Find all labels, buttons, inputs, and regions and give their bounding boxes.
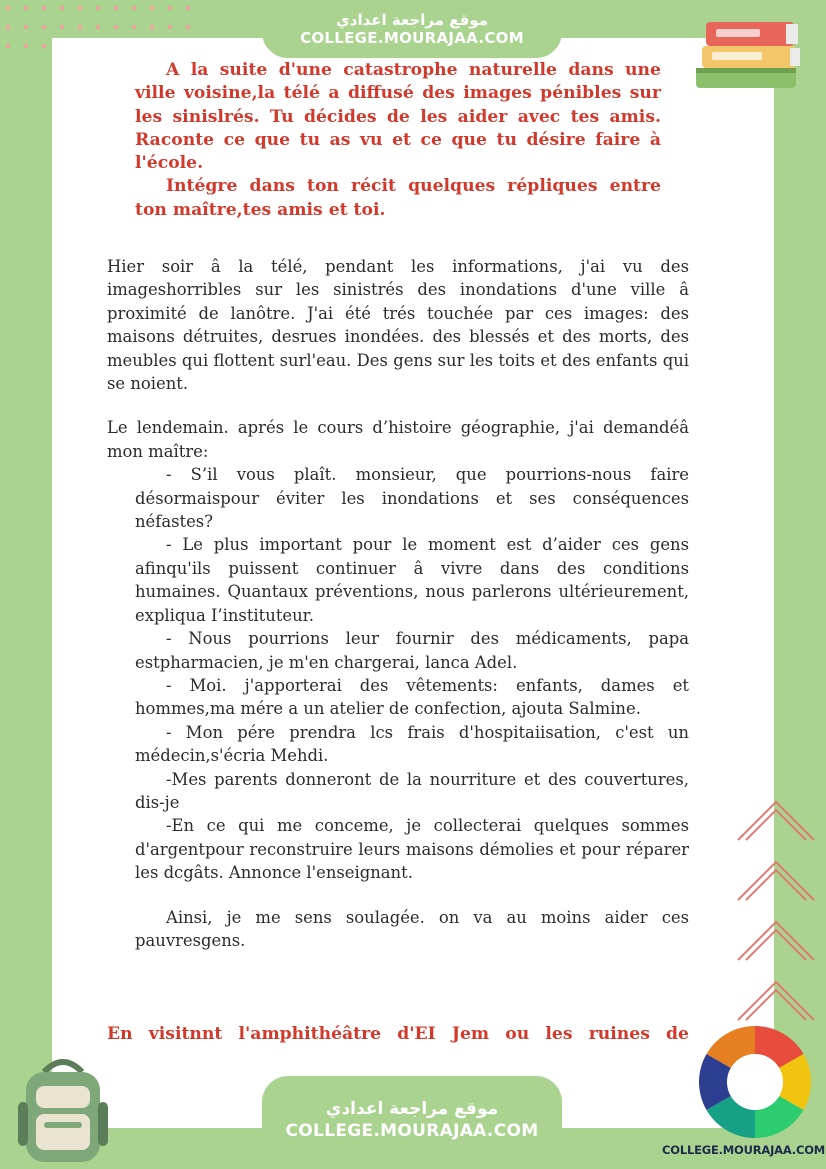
dialogue-line: -Mes parents donneront de la nourriture et des couvertures, dis-je (135, 769, 689, 812)
site-logo-wheel-icon (694, 1022, 816, 1142)
prompt-paragraph-2: Intégre dans ton récit quelques répliques entre ton maître,tes amis et toi. (135, 176, 661, 220)
footer-site-arabic: موقع مراجعة اعدادي (325, 1099, 499, 1119)
books-stack-icon (692, 10, 804, 98)
dialogue-line: - Le plus important pour le moment est d’aider ces gens afinqu'ils puissent continuer â vivre dans des conditions humaines. Quantaux préventions, nous parlerons ultérieurement, expliqua I’instituteur. (135, 535, 689, 625)
prompt-paragraph-1: A la suite d'une catastrophe naturelle dans une ville voisine,la télé a diffusé des images pénibles sur les sinislrés. Tu décides de les aider avec tes amis. Raconte ce que tu as vu et ce que tu désire faire à l'école. (135, 60, 661, 174)
header-site-arabic: موقع مراجعة اعدادي (336, 11, 488, 29)
essay-closing-paragraph: Ainsi, je me sens soulagée. on va au moins aider ces pauvresgens. (135, 907, 689, 950)
header-site-banner[interactable] (262, 0, 562, 58)
essay-text (107, 255, 689, 952)
footer-site-banner[interactable] (262, 1076, 562, 1169)
writing-prompt (135, 59, 661, 222)
logo-site-url[interactable]: COLLEGE.MOURAJAA.COM (662, 1143, 826, 1157)
backpack-icon (14, 1052, 112, 1166)
dialogue-line: - Moi. j'apporterai des vêtements: enfants, dames et hommes,ma mére a un atelier de confection, ajouta Salmine. (135, 675, 689, 719)
footer-site-url[interactable]: COLLEGE.MOURAJAA.COM (285, 1121, 539, 1141)
essay-lead-paragraph: Le lendemain. aprés le cours d’histoire géographie, j'ai demandéâ mon maître: (107, 418, 689, 461)
dialogue-line: - Nous pourrions leur fournir des médicaments, papa estpharmacien, je m'en chargerai, lanca Adel. (135, 629, 689, 672)
dialogue-line: -En ce qui me conceme, je collecterai quelques sommes d'argentpour reconstruire leurs maisons démolies et pour réparer les dcgâts. Annonce l'enseignant. (135, 816, 689, 883)
chevron-up-decoration-icon (732, 792, 822, 1032)
header-site-url[interactable]: COLLEGE.MOURAJAA.COM (300, 29, 524, 47)
next-prompt-heading: En visitnnt l'amphithéâtre d'EI Jem ou les ruines de (107, 1024, 689, 1044)
dialogue-line: - S’il vous plaît. monsieur, que pourrions-nous faire désormaispour éviter les inondations et ses conséquences néfastes? (135, 465, 689, 532)
dialogue-line: - Mon pére prendra lcs frais d'hospitaiisation, c'est un médecin,s'écria Mehdi. (135, 722, 689, 766)
essay-intro-paragraph: Hier soir â la télé, pendant les informations, j'ai vu des imageshorribles sur les sinistrés des inondations d'une ville â proximité de lanôtre. J'ai été trés touchée par ces images: des maisons détruites, desrues inondées. des blessés et des morts, des meubles qui flottent surl'eau. Des gens sur les toits et des enfants qui se noient. (107, 257, 689, 394)
